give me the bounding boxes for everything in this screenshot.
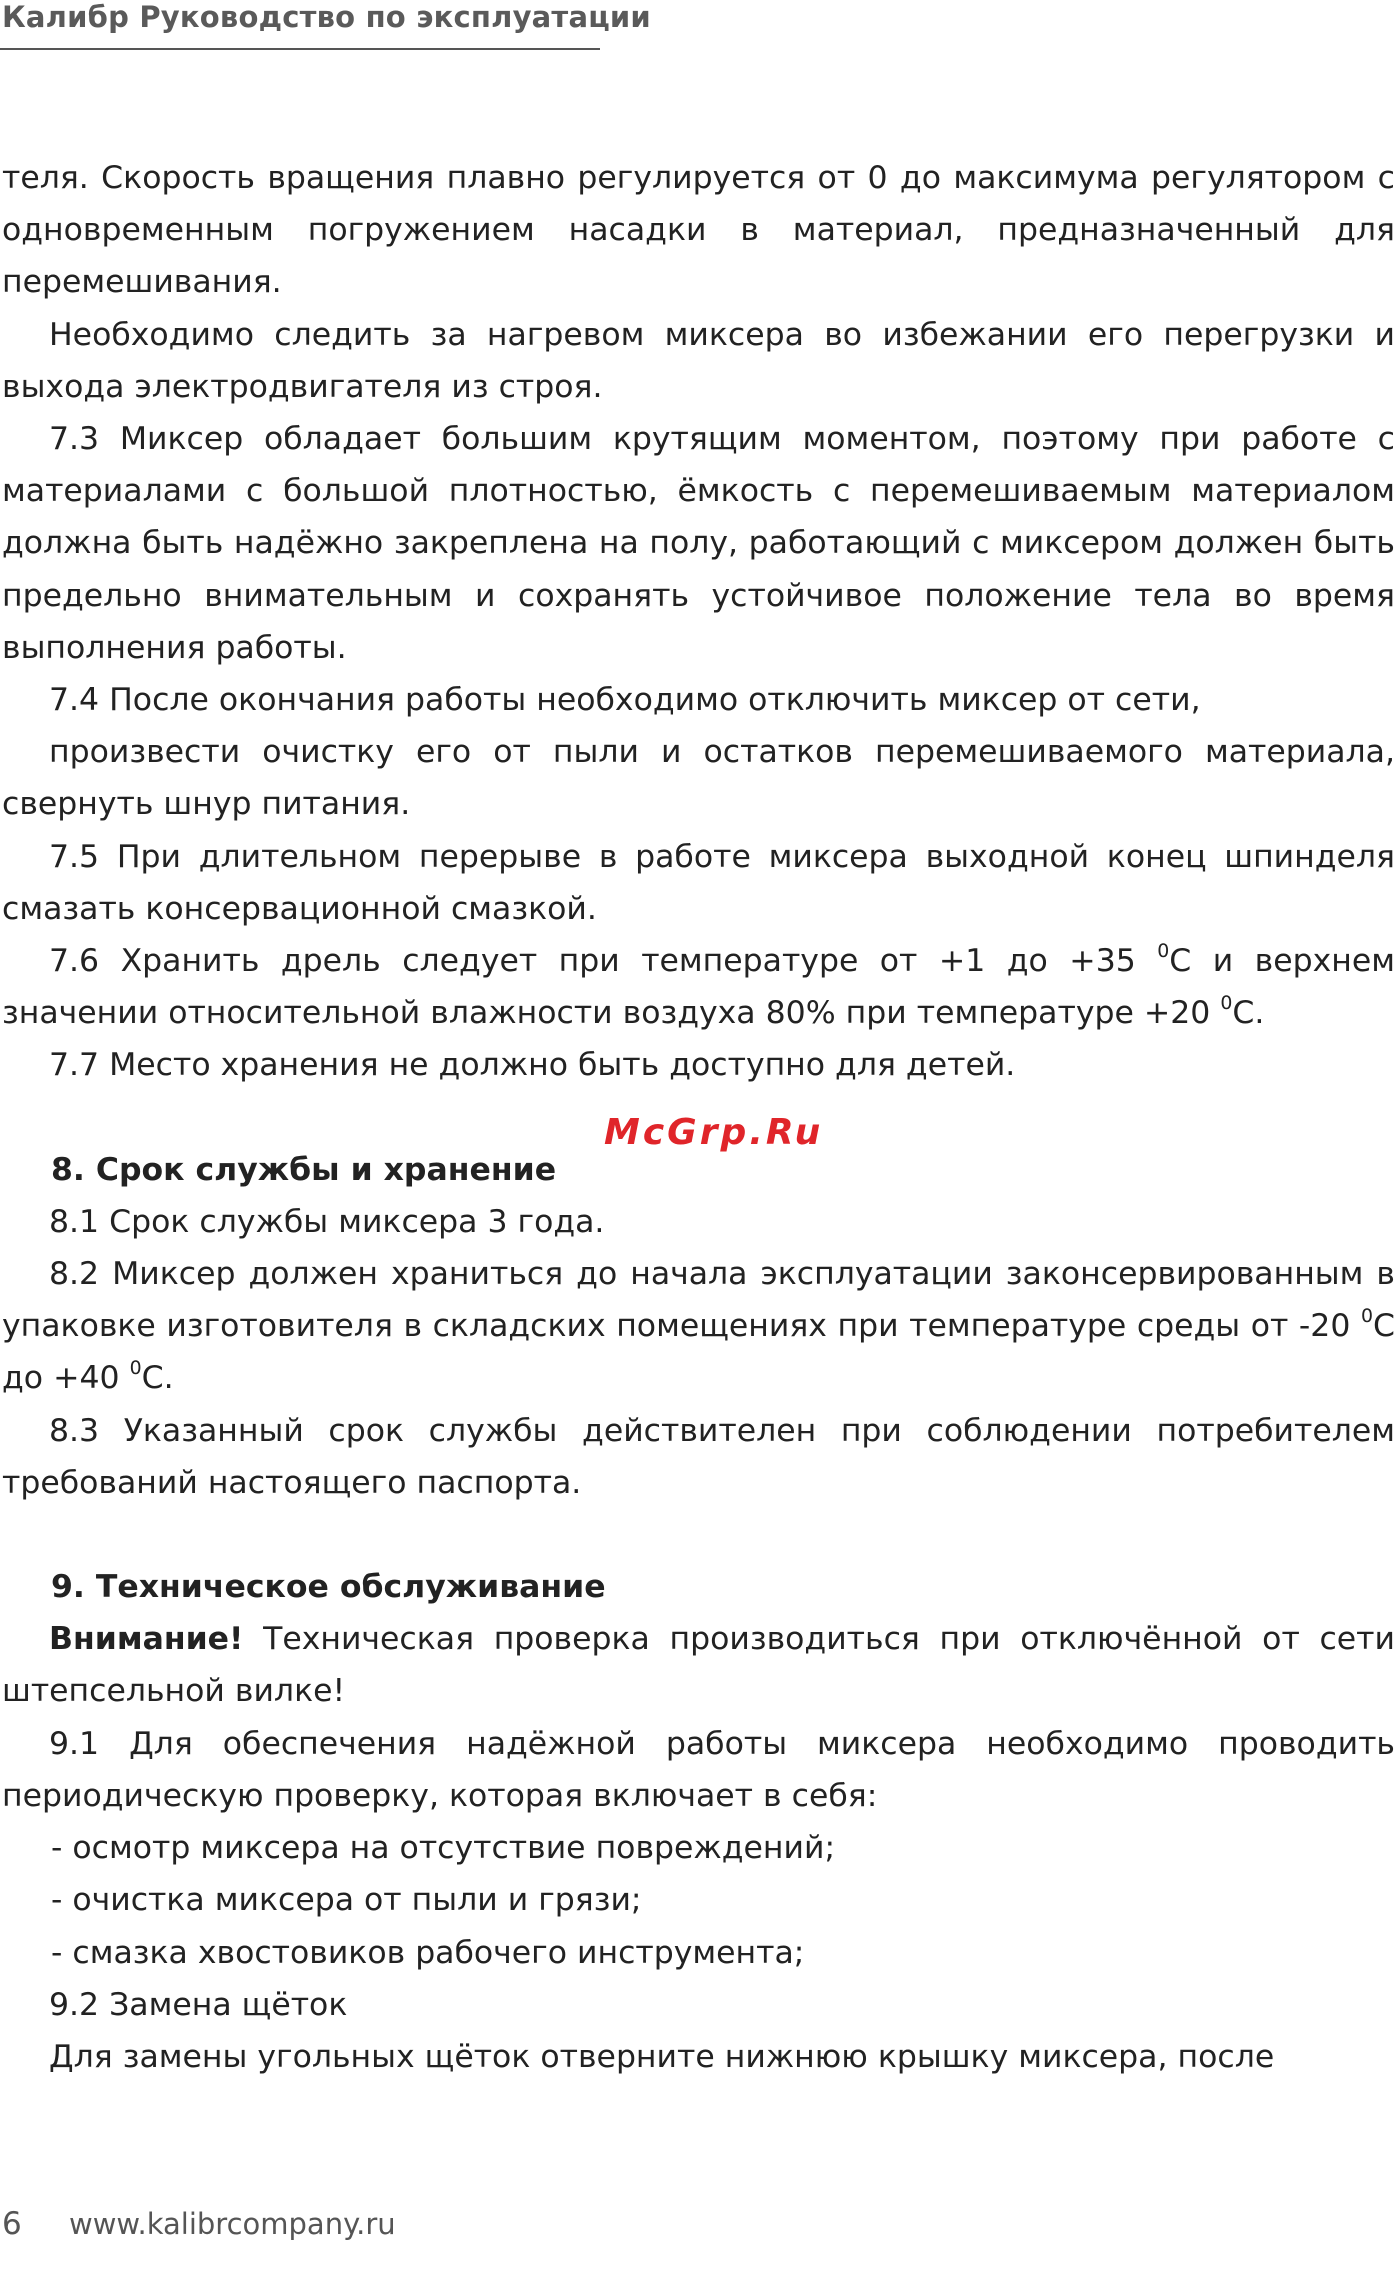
section-spacer [2,1509,1395,1561]
degree-superscript: 0 [1220,992,1233,1015]
page-number: 6 [2,2206,22,2242]
degree-superscript: 0 [1360,1305,1373,1328]
watermark-logo: McGrp.Ru [604,1112,824,1153]
website-link[interactable]: www.kalibrcompany.ru [69,2207,396,2241]
degree-superscript: 0 [1157,939,1170,962]
list-item: - очистка миксера от пыли и грязи; [51,1882,642,1919]
list-item: - осмотр миксера на отсутствие повреждений; [51,1830,836,1867]
text-segment: С и верхнем значении относительной влажности воздуха 80% при температуре +20 [2,943,1396,1032]
text-segment: 8.2 Миксер должен храниться до начала эксплуатации законсервированным в упаковке изготовителя в складских помещениях при температуре среды от -20 [2,1256,1395,1345]
section-9-heading: 9. Техническое обслуживание [51,1569,606,1606]
paragraph-8-3: 8.3 Указанный срок службы действителен при соблюдении потребителем требований настоящего паспорта. [2,1412,1395,1501]
text-segment: 7.6 Хранить дрель следует при температуре от +1 до +35 [49,943,1158,980]
paragraph-7-7: 7.7 Место хранения не должно быть доступно для детей. [49,1047,1016,1084]
paragraph-7-3: 7.3 Миксер обладает большим крутящим моментом, поэтому при работе с материалами с большой плотностью, ёмкость с перемешиваемым материалом должна быть надёжно закреплена на полу, работающий с миксером должен быть предельно внимательным и сохранять устойчивое положение тела во время выполнения работы. [2,421,1395,666]
paragraph-9-1: 9.1 Для обеспечения надёжной работы миксера необходимо проводить периодическую проверку, которая включает в себя: [2,1725,1395,1814]
paragraph-overheat-warning: Необходимо следить за нагревом миксера во избежании его перегрузки и выхода электродвигателя из строя. [2,316,1395,405]
text-segment: С. [141,1360,174,1397]
paragraph-7-4-continued: произвести очистку его от пыли и остатков перемешиваемого материала, свернуть шнур питания. [2,734,1395,823]
section-8-heading: 8. Срок службы и хранение [51,1151,557,1188]
page-header [0,0,651,50]
paragraph-9-2-text: Для замены угольных щёток отверните нижнюю крышку миксера, после [49,2038,1275,2075]
paragraph-8-2 [2,1248,1395,1405]
text-segment: С до +40 [2,1308,1395,1397]
attention-paragraph [2,1613,1395,1717]
header-title: Калибр Руководство по эксплуатации [2,0,651,34]
paragraph-7-5: 7.5 При длительном перерыве в работе миксера выходной конец шпинделя смазать консервационной смазкой. [2,838,1395,927]
paragraph-7-6 [2,935,1395,1039]
list-item: - смазка хвостовиков рабочего инструмента; [51,1934,805,1971]
text-segment: С. [1232,995,1265,1032]
paragraph-continuation: теля. Скорость вращения плавно регулируется от 0 до максимума регулятором с одновременным погружением насадки в материал, предназначенный для перемешивания. [2,160,1395,301]
paragraph-7-4: 7.4 После окончания работы необходимо отключить миксер от сети, [49,682,1201,719]
degree-superscript: 0 [129,1357,142,1380]
attention-text: Техническая проверка производиться при отключённой от сети штепсельной вилке! [2,1621,1395,1710]
paragraph-9-2: 9.2 Замена щёток [49,1986,348,2023]
attention-label: Внимание! [49,1621,244,1658]
paragraph-8-1: 8.1 Срок службы миксера 3 года. [49,1203,605,1240]
